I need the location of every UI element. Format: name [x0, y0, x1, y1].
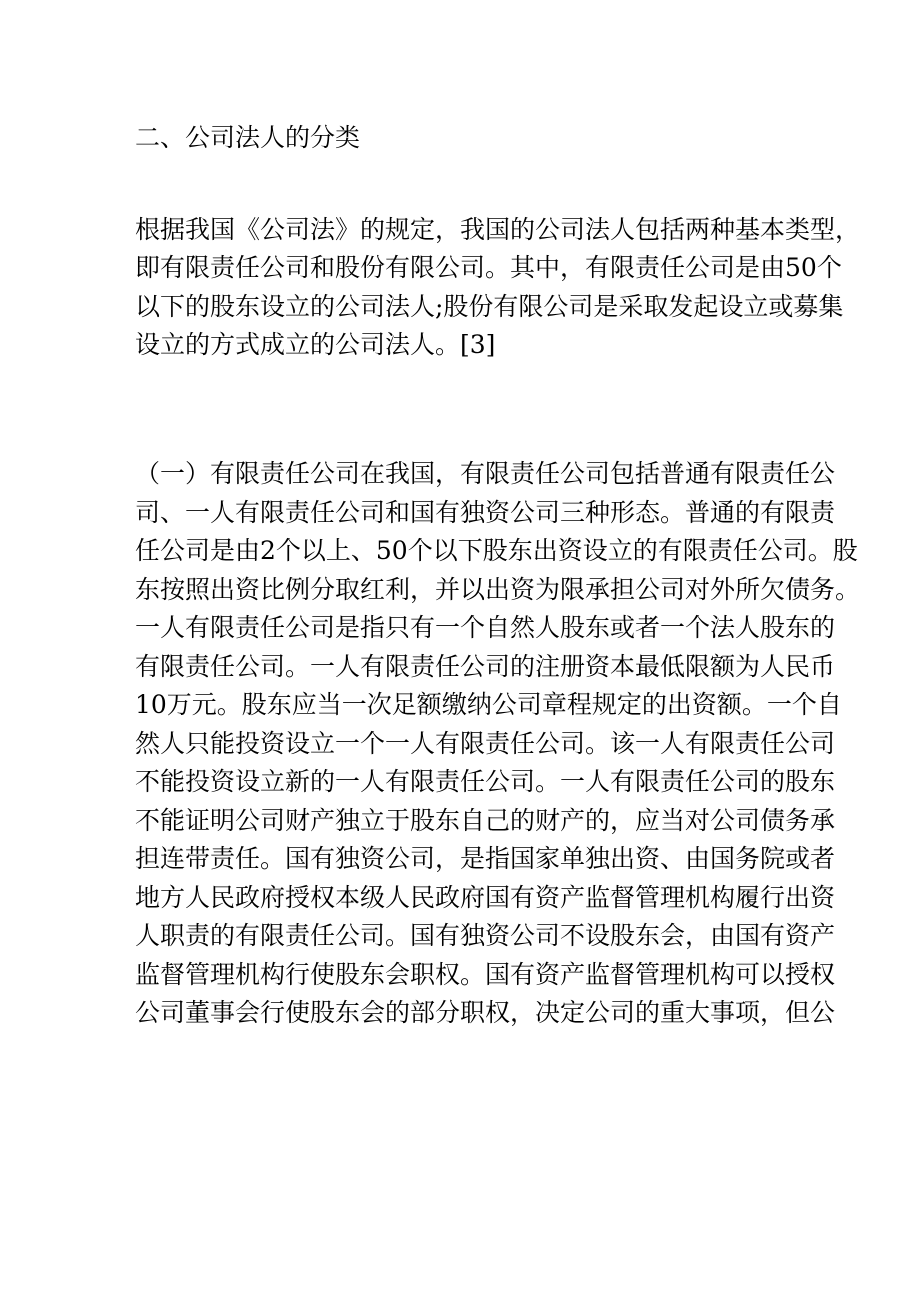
text-line: 一人有限责任公司是指只有一个自然人股东或者一个法人股东的: [135, 613, 836, 642]
text-line: 担连带责任。国有独资公司，是指国家单独出资、由国务院或者: [135, 844, 836, 873]
text-line: 有限责任公司。一人有限责任公司的注册资本最低限额为人民币: [135, 651, 836, 681]
text-line: 不能证明公司财产独立于股东自己的财产的，应当对公司债务承: [135, 805, 836, 835]
text-line: 司、一人有限责任公司和国有独资公司三种形态。普通的有限责: [135, 497, 836, 527]
text-line: 根据我国《公司法》的规定，我国的公司法人包括两种基本类型，: [135, 215, 861, 244]
text-line: 公司董事会行使股东会的部分职权，决定公司的重大事项，但公: [135, 998, 836, 1027]
text-line: 任公司是由2个以上、50个以下股东出资设立的有限责任公司。股: [135, 536, 858, 565]
section-heading: 二、公司法人的分类: [135, 123, 361, 152]
text-line: 即有限责任公司和股份有限公司。其中，有限责任公司是由50个: [135, 253, 842, 283]
paragraph-company-types: [135, 211, 861, 365]
text-line: （一）有限责任公司在我国，有限责任公司包括普通有限责任公: [135, 459, 836, 488]
text-line: 地方人民政府授权本级人民政府国有资产监督管理机构履行出资: [135, 882, 836, 912]
text-line: 设立的方式成立的公司法人。[3]: [135, 330, 496, 360]
text-line: 以下的股东设立的公司法人;股份有限公司是采取发起设立或募集: [135, 291, 844, 321]
text-line: 人职责的有限责任公司。国有独资公司不设股东会，由国有资产: [135, 921, 836, 950]
text-line: 10万元。股东应当一次足额缴纳公司章程规定的出资额。一个自: [135, 690, 842, 719]
text-line: 然人只能投资设立一个一人有限责任公司。该一人有限责任公司: [135, 728, 836, 758]
text-line: 监督管理机构行使股东会职权。国有资产监督管理机构可以授权: [135, 959, 836, 989]
text-line: 东按照出资比例分取红利，并以出资为限承担公司对外所欠债务。: [135, 574, 861, 604]
text-line: 不能投资设立新的一人有限责任公司。一人有限责任公司的股东: [135, 767, 836, 796]
paragraph-limited-liability: [135, 455, 861, 1033]
